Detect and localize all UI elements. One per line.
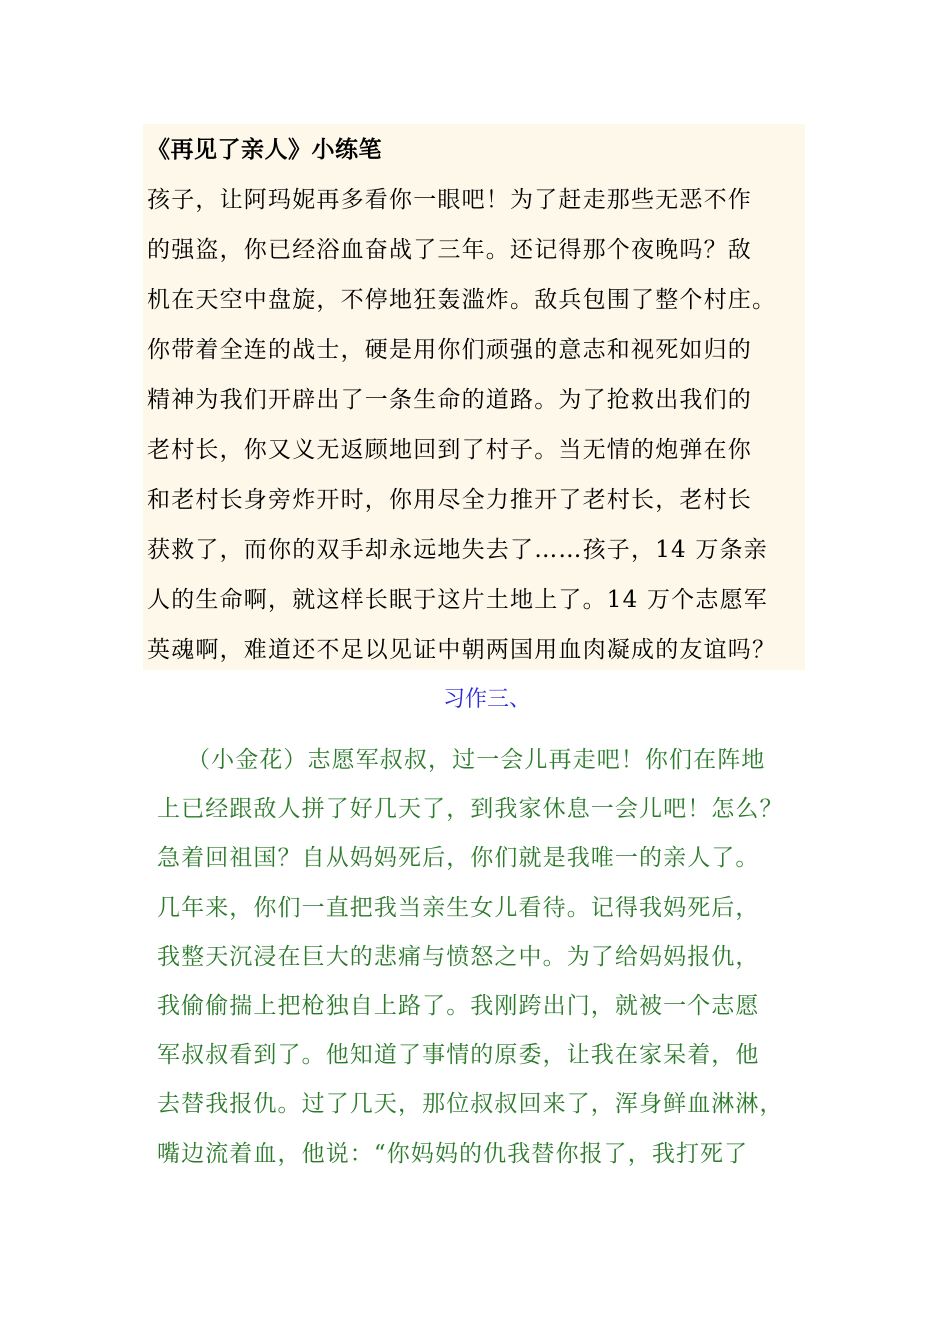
highlighted-practice-section xyxy=(143,124,805,670)
paragraph-line: 人的生命啊，就这样长眠于这片土地上了。14 万个志愿军 xyxy=(147,587,768,613)
exercise-three-heading: 习作三、 xyxy=(443,687,532,712)
paragraph-line: 获救了，而你的双手却永远地失去了……孩子，14 万条亲 xyxy=(147,537,768,563)
paragraph-line: 孩子，让阿玛妮再多看你一眼吧！为了赶走那些无恶不作 xyxy=(147,187,752,213)
paragraph-line: 你带着全连的战士，硬是用你们顽强的意志和视死如归的 xyxy=(147,337,752,363)
paragraph-line: 机在天空中盘旋，不停地狂轰滥炸。敌兵包围了整个村庄。 xyxy=(147,287,777,313)
practice-paragraph xyxy=(147,184,807,684)
paragraph-line: 嘴边流着血，他说：“你妈妈的仇我替你报了，我打死了 xyxy=(157,1140,749,1167)
paragraph-line: 我偷偷揣上把枪独自上路了。我刚跨出门，就被一个志愿 xyxy=(157,992,760,1019)
paragraph-line: 和老村长身旁炸开时，你用尽全力推开了老村长，老村长 xyxy=(147,487,752,513)
paragraph-line: 军叔叔看到了。他知道了事情的原委，让我在家呆着，他 xyxy=(157,1042,760,1069)
paragraph-line: 老村长，你又义无返顾地回到了村子。当无情的炮弹在你 xyxy=(147,437,752,463)
exercise-three-paragraph xyxy=(157,744,817,1187)
paragraph-line: 几年来，你们一直把我当亲生女儿看待。记得我妈死后， xyxy=(157,894,760,921)
paragraph-line: 的强盗，你已经浴血奋战了三年。还记得那个夜晚吗？敌 xyxy=(147,237,752,263)
paragraph-line: 急着回祖国？自从妈妈死后，你们就是我唯一的亲人了。 xyxy=(157,845,760,872)
paragraph-line: 去替我报仇。过了几天，那位叔叔回来了，浑身鲜血淋淋， xyxy=(157,1091,784,1118)
paragraph-line: （小金花）志愿军叔叔，过一会儿再走吧！你们在阵地 xyxy=(187,747,766,773)
practice-title: 《再见了亲人》小练笔 xyxy=(147,136,382,163)
paragraph-line: 英魂啊，难道还不足以见证中朝两国用血肉凝成的友谊吗？ xyxy=(147,637,777,663)
paragraph-line: 我整天沉浸在巨大的悲痛与愤怒之中。为了给妈妈报仇， xyxy=(157,943,760,970)
paragraph-line: 精神为我们开辟出了一条生命的道路。为了抢救出我们的 xyxy=(147,387,752,413)
paragraph-line: 上已经跟敌人拼了好几天了，到我家休息一会儿吧！怎么？ xyxy=(157,796,784,823)
